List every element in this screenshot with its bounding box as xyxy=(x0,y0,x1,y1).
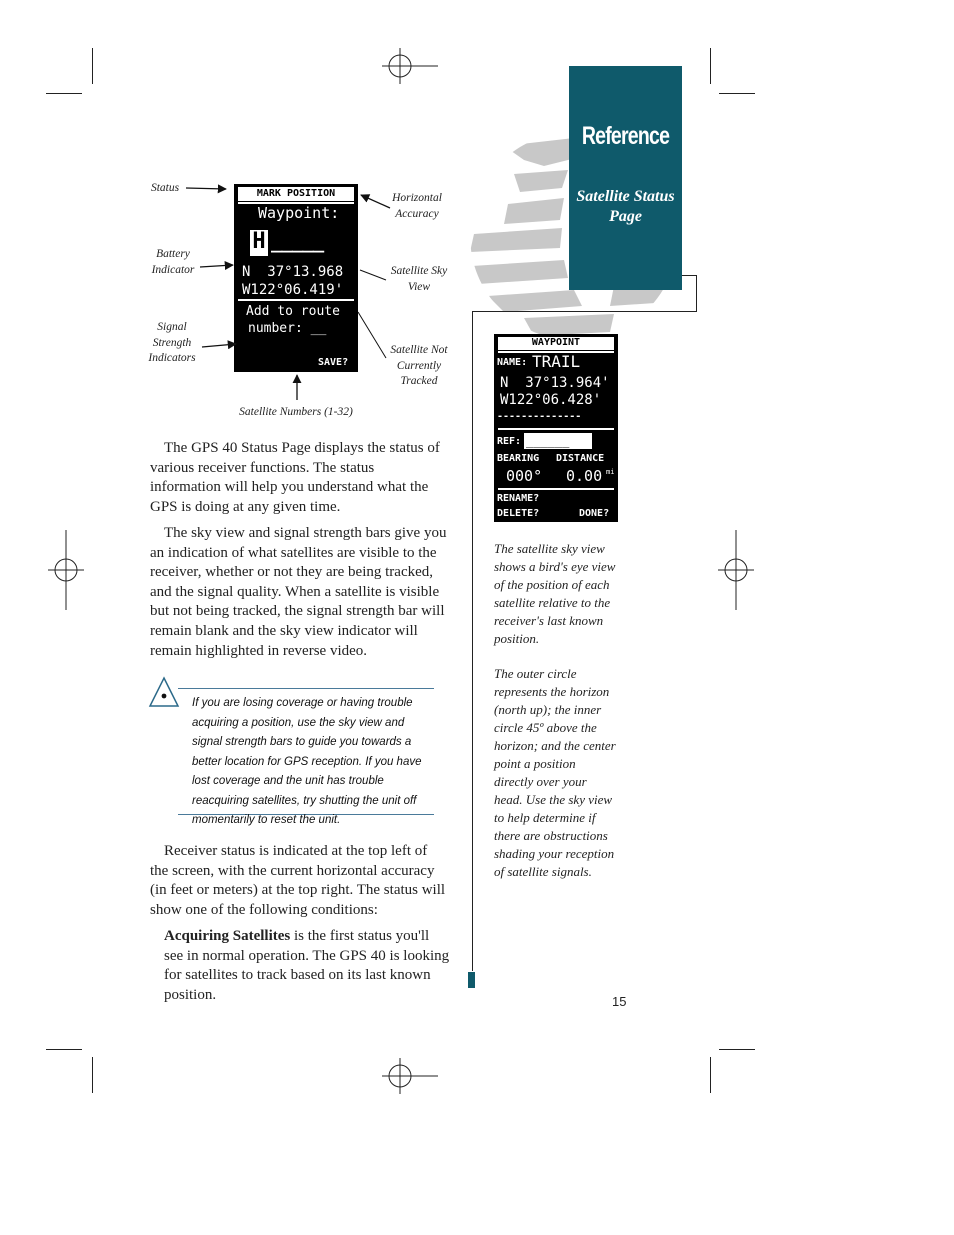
crop-mark xyxy=(46,93,82,94)
distance-value: 0.00 xyxy=(566,467,603,485)
registration-mark-icon xyxy=(382,48,438,84)
screen-latitude: N 37°13.964' xyxy=(500,375,610,391)
done-label: DONE? xyxy=(579,508,610,519)
screen-rule xyxy=(498,428,614,430)
registration-mark-icon xyxy=(382,1058,438,1094)
screen-latitude: N 37°13.968 xyxy=(242,264,344,280)
tab-bracket xyxy=(472,311,697,312)
body-paragraph xyxy=(150,524,448,661)
name-blanks: _____ xyxy=(271,231,324,253)
bearing-value: 000° xyxy=(506,467,543,485)
note-rule-top xyxy=(178,688,434,689)
callout-not-tracked: Satellite Not Currently Tracked xyxy=(390,344,448,387)
ref-field-value: ______ xyxy=(526,434,570,448)
body-paragraph xyxy=(150,842,448,920)
name-label: NAME: xyxy=(497,357,528,368)
callout-sky-view: Satellite Sky View xyxy=(390,265,448,293)
body-paragraph xyxy=(164,927,450,1005)
sidebar-caption: The satellite sky view shows a bird's eye view of the position of each satellite relative to the receiver's last known position. xyxy=(494,541,616,646)
distance-label: DISTANCE xyxy=(556,453,605,464)
rename-label: RENAME? xyxy=(497,493,540,504)
screen-route-line1: Add to route xyxy=(246,304,340,319)
section-subtitle: Satellite Status Page xyxy=(576,188,675,225)
crop-mark xyxy=(46,1049,82,1050)
name-value: TRAIL xyxy=(532,352,581,371)
screen-longitude: W122°06.428' xyxy=(500,392,602,408)
sidebar-rule-marker xyxy=(468,972,475,988)
callout-sat-numbers: Satellite Numbers (1-32) xyxy=(239,406,353,418)
screen-longitude: W122°06.419' xyxy=(242,282,344,298)
callout-battery: Battery Indicator xyxy=(151,248,195,276)
sidebar-caption: The outer circle represents the horizon (north up); the inner circle 45º above the horizon; and the center point a position directly over your head. Use the sky view to help determine if there are obstructions shading your reception of satellite signals. xyxy=(494,666,616,879)
callout-status: Status xyxy=(150,182,180,194)
delete-label: DELETE? xyxy=(497,508,540,519)
screen-title: WAYPOINT xyxy=(531,337,581,348)
bearing-label: BEARING xyxy=(497,453,540,464)
callout-horizontal-accuracy: Horizontal Accuracy xyxy=(392,192,442,220)
callout-signal: Signal Strength Indicators xyxy=(148,321,196,364)
paragraph-text: The sky view and signal strength bars give you an indication of what satellites are visible to the receiver, whether or not they are being tracked, and the signal quality. When a satellite is visible but not being tracked, the signal strength bar will remain blank and the sky view indicator will remain highlighted in reverse video. xyxy=(150,525,447,659)
section-tab xyxy=(569,66,682,290)
screen-route-line2: number: __ xyxy=(248,321,327,336)
registration-mark-icon xyxy=(48,530,84,610)
screen-rule xyxy=(498,488,614,490)
paragraph-text: is the first status you'll see in normal operation. The GPS 40 is looking for satellites to track based on its last known position. xyxy=(164,928,450,1003)
tab-bracket xyxy=(682,275,697,276)
tab-bracket xyxy=(696,275,697,311)
screen-save-label: SAVE? xyxy=(318,357,349,368)
page-number: 15 xyxy=(612,994,627,1009)
name-cursor-char: H xyxy=(252,229,266,254)
registration-mark-icon xyxy=(718,530,754,610)
paragraph-text: Receiver status is indicated at the top left of the screen, with the current horizontal accuracy (in feet or meters) at the top right. The status will show one of the following conditions: xyxy=(150,843,446,918)
sidebar-rule xyxy=(472,311,473,971)
crop-mark xyxy=(719,1049,755,1050)
paragraph-text: The GPS 40 Status Page displays the status of various receiver functions. The status information will help you understand what the GPS is doing at any given time. xyxy=(150,440,440,515)
distance-unit: mi xyxy=(606,468,615,476)
crop-mark xyxy=(92,1057,93,1093)
screen-waypoint-label: Waypoint: xyxy=(258,204,340,222)
crop-mark xyxy=(710,48,711,84)
caution-icon xyxy=(148,676,180,708)
note-text: If you are losing coverage or having trouble acquiring a position, use the sky view and signal strength bars to guide you towards a better location for GPS reception. If you have lost coverage and the unit has trouble reacquiring satellites, try shutting the unit off momentarily to reset the unit. xyxy=(192,697,422,826)
ref-label: REF: xyxy=(497,436,522,447)
section-title: Reference xyxy=(581,122,670,150)
waypoint-screen xyxy=(494,334,618,522)
dashed-divider: -------------- xyxy=(497,411,582,422)
crop-mark xyxy=(710,1057,711,1093)
crop-mark xyxy=(719,93,755,94)
callout-arrows xyxy=(140,176,460,406)
body-paragraph xyxy=(150,439,448,517)
term-acquiring-satellites: Acquiring Satellites xyxy=(164,928,291,944)
crop-mark xyxy=(92,48,93,84)
screen-title: MARK POSITION xyxy=(256,188,336,199)
